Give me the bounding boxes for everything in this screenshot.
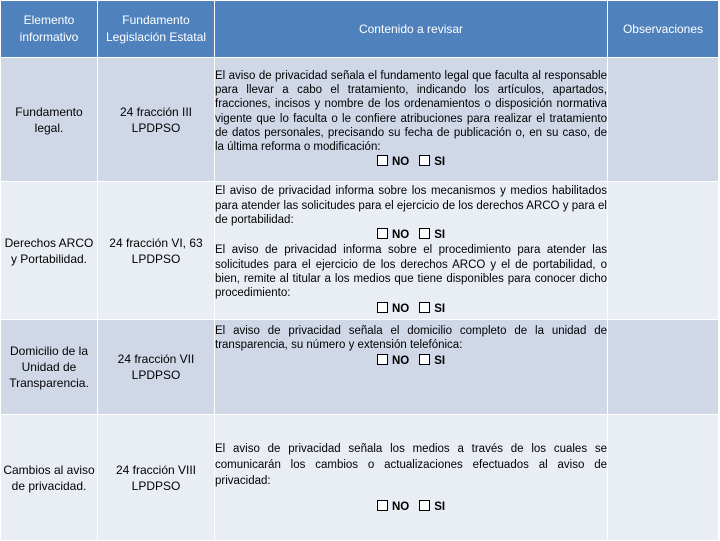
fundamento-cell: 24 fracción III LPDPSO xyxy=(98,58,215,182)
checkbox-icon[interactable] xyxy=(377,302,388,313)
header-observaciones xyxy=(608,1,719,58)
checkbox-no-label: NO xyxy=(391,500,410,513)
checkbox-group xyxy=(215,227,607,243)
checkbox-si-label: SI xyxy=(434,229,446,242)
element-cell: Fundamento legal. xyxy=(1,58,98,182)
fundamento-cell: 24 fracción VI, 63 LPDPSO xyxy=(98,182,215,320)
observations-cell[interactable] xyxy=(608,182,719,320)
checkbox-icon[interactable] xyxy=(377,354,388,365)
checkbox-group xyxy=(215,301,607,317)
checkbox-icon[interactable] xyxy=(419,500,430,511)
content-cell xyxy=(215,415,608,541)
content-text: El aviso de privacidad informa sobre los mecanismos y medios habilitados para atender las solicitudes para el ejercicio de los derechos ARCO y para el de portabilidad: xyxy=(215,185,607,227)
table-row xyxy=(1,58,719,182)
checkbox-no-label: NO xyxy=(391,156,410,169)
header-elemento xyxy=(1,1,98,58)
header-contenido xyxy=(215,1,608,58)
checkbox-icon[interactable] xyxy=(377,500,388,511)
content-cell xyxy=(215,320,608,415)
header-fundamento-label: Fundamento Legislación Estatal xyxy=(105,13,207,44)
observations-cell[interactable] xyxy=(608,320,719,415)
checkbox-no-label: NO xyxy=(391,302,410,315)
header-contenido-label: Contenido a revisar xyxy=(358,21,464,36)
fundamento-cell: 24 fracción VII LPDPSO xyxy=(98,320,215,415)
table-row xyxy=(1,182,719,320)
element-cell: Cambios al aviso de privacidad. xyxy=(1,415,98,541)
checkbox-icon[interactable] xyxy=(419,354,430,365)
content-cell xyxy=(215,58,608,182)
observations-cell[interactable] xyxy=(608,415,719,541)
checkbox-si-label: SI xyxy=(434,354,446,367)
content-text: El aviso de privacidad señala los medios a través de los cuales se comunicarán los cambios o actualizaciones efectuados al aviso de privacidad: xyxy=(215,442,607,487)
checkbox-no-label: NO xyxy=(391,354,410,367)
fundamento-cell: 24 fracción VIII LPDPSO xyxy=(98,415,215,541)
checkbox-group xyxy=(215,499,607,515)
checkbox-icon[interactable] xyxy=(377,228,388,239)
table-row xyxy=(1,320,719,415)
checkbox-si-label: SI xyxy=(434,302,446,315)
content-text-2: El aviso de privacidad informa sobre el procedimiento para atender las solicitudes para el ejercicio de los derechos ARCO y el de portabilidad, o bien, remite al titular a los medios que tiene disponibles para conocer dicho procedimiento: xyxy=(215,244,607,300)
checkbox-icon[interactable] xyxy=(377,155,388,166)
content-text: El aviso de privacidad señala el domicilio completo de la unidad de transparencia, su número y extensión telefónica: xyxy=(215,325,607,352)
checkbox-icon[interactable] xyxy=(419,228,430,239)
table-row xyxy=(1,415,719,541)
checkbox-no-label: NO xyxy=(391,229,410,242)
checkbox-si-label: SI xyxy=(434,500,446,513)
checkbox-si-label: SI xyxy=(434,156,446,169)
checkbox-icon[interactable] xyxy=(419,155,430,166)
content-cell xyxy=(215,182,608,320)
content-text: El aviso de privacidad señala el fundamento legal que faculta al responsable para llevar a cabo el tratamiento, indicando los artículos, apartados, fracciones, incisos y nombre de los ordenamientos o disposición normativa vigente que lo faculta o le confiere atribuciones para realizar el tratamiento de datos personales, precisando su fecha de publicación o, en su caso, de la última reforma o modificación: xyxy=(215,69,607,154)
observations-cell[interactable] xyxy=(608,58,719,182)
checkbox-group xyxy=(215,353,607,369)
element-cell: Derechos ARCO y Portabilidad. xyxy=(1,182,98,320)
checkbox-icon[interactable] xyxy=(419,302,430,313)
element-cell: Domicilio de la Unidad de Transparencia. xyxy=(1,320,98,415)
checkbox-group xyxy=(215,154,607,170)
header-observaciones-label: Observaciones xyxy=(622,21,704,36)
header-elemento-label: Elemento informativo xyxy=(19,13,79,44)
header-fundamento xyxy=(98,1,215,58)
table-header-row xyxy=(1,1,719,58)
